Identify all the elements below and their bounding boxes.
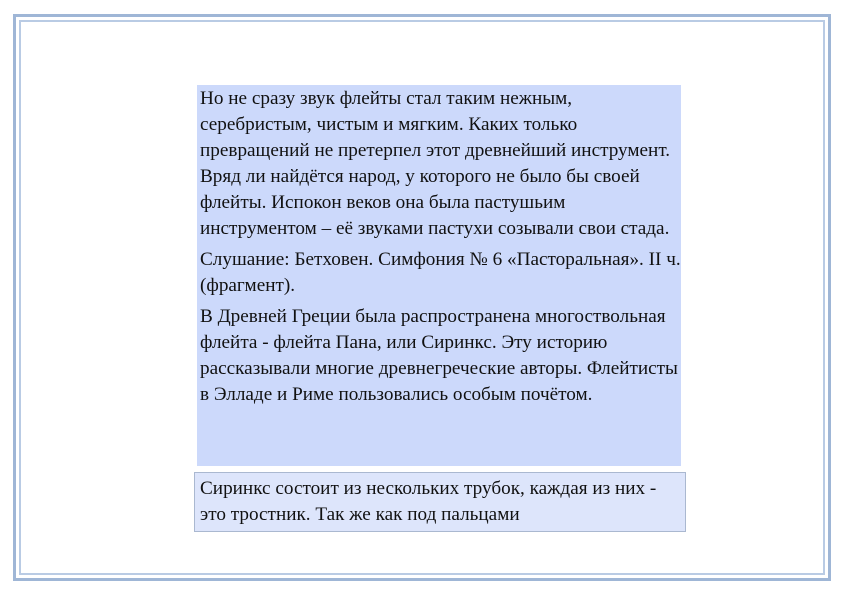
paragraph-listening: Слушание: Бетховен. Симфония № 6 «Пасторальная». II ч. (фрагмент). [200,249,681,296]
main-text-block [197,85,681,466]
paragraph-flute-history: Но не сразу звук флейты стал таким нежным, серебристым, чистым и мягким. Каких только превращений не претерпел этот древнейший инструмент. Вряд ли найдётся народ, у которого не было бы своей флейты. Испокон веков она была пастушьим инструментом – её звуками пастухи созывали свои стада. [200,88,671,239]
syrinx-text-box [194,472,686,532]
syrinx-text: Сиринкс состоит из нескольких трубок, каждая из них - это тростник. Так же как под пальцами [200,478,657,525]
paragraph-ancient-greece: В Древней Греции была распространена многоствольная флейта - флейта Пана, или Сиринкс. Эту историю рассказывали многие древнегреческие авторы. Флейтисты в Элладе и Риме пользовались особым почётом. [200,306,678,405]
